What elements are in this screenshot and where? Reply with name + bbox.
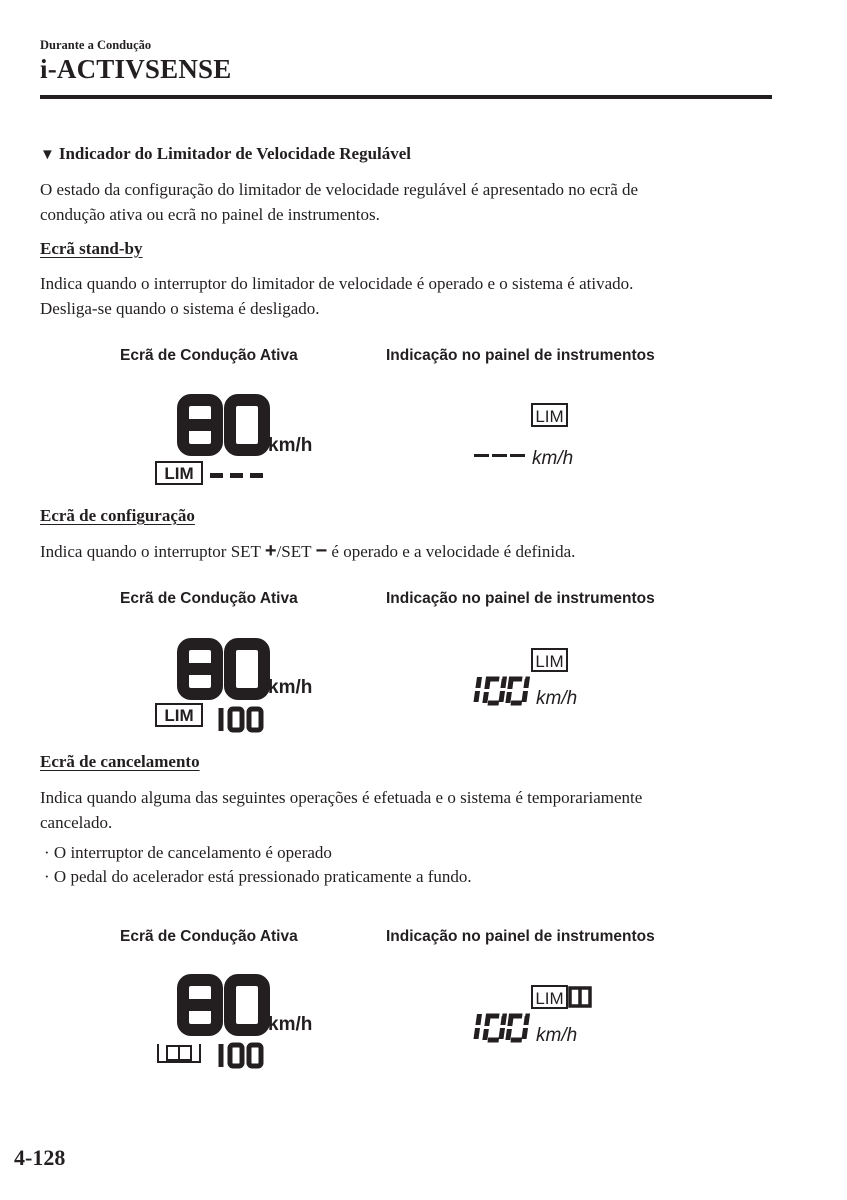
cancel-paragraph: [40, 786, 780, 835]
standby-line: Desliga-se quando o sistema é desligado.: [40, 298, 320, 318]
lim-label: LIM: [535, 652, 564, 671]
intro-paragraph: [40, 178, 780, 227]
minus-symbol: −: [315, 540, 328, 562]
triangle-marker-icon: ▼: [40, 147, 55, 163]
speed-digits-80: [183, 400, 264, 450]
setting-digits-100: [221, 1044, 261, 1067]
config-adc-display: [150, 632, 340, 742]
lim-label: LIM: [164, 464, 194, 483]
intro-line: condução ativa ou ecrã no painel de instrumentos.: [40, 204, 380, 224]
standby-caption-cluster: Indicação no painel de instrumentos: [386, 347, 655, 364]
cancel-adc-display: [150, 968, 340, 1078]
intro-line: O estado da configuração do limitador de velocidade regulável é apresentado no ecrã de: [40, 180, 639, 199]
setting-digits-100: [476, 1014, 528, 1041]
config-text: é operado e a velocidade é definida.: [327, 542, 576, 561]
bullet-item: · O pedal do acelerador está pressionado praticamente a fundo.: [44, 867, 472, 886]
section-title: [40, 144, 411, 164]
config-caption-adc: Ecrã de Condução Ativa: [120, 590, 298, 607]
cancel-cluster-display: [466, 982, 606, 1052]
cancel-caption-adc: Ecrã de Condução Ativa: [120, 928, 298, 945]
lim-label: LIM: [164, 706, 194, 725]
lim-label: LIM: [535, 407, 564, 426]
standby-paragraph: [40, 272, 780, 321]
config-text: /SET: [276, 542, 316, 561]
speed-digits-80: [183, 644, 264, 694]
pause-icon: [570, 988, 590, 1006]
chapter-label: Durante a Condução: [40, 38, 152, 52]
speed-digits-80: [183, 980, 264, 1030]
section-title-text: Indicador do Limitador de Velocidade Regulável: [58, 144, 412, 163]
config-caption-cluster: Indicação no painel de instrumentos: [386, 590, 655, 607]
speed-unit: km/h: [268, 435, 313, 456]
cancel-line: cancelado.: [40, 812, 113, 832]
cancel-heading: Ecrã de cancelamento: [40, 752, 200, 771]
lim-label: LIM: [535, 989, 564, 1008]
plus-symbol: +: [264, 540, 277, 562]
speed-unit: km/h: [532, 448, 574, 469]
setting-digits-100: [221, 708, 261, 731]
speed-unit: km/h: [268, 677, 313, 698]
setting-digits-100: [476, 677, 528, 704]
speed-unit: km/h: [536, 688, 578, 709]
standby-cluster-display: [468, 400, 608, 475]
header-divider: [40, 95, 772, 99]
standby-line: Indica quando o interruptor do limitador de velocidade é operado e o sistema é ativado.: [40, 274, 634, 293]
config-heading: Ecrã de configuração: [40, 506, 195, 525]
setting-dashes: [474, 454, 525, 457]
cancel-lim-icon: [158, 1044, 200, 1062]
bullet-item: · O interruptor de cancelamento é operado: [44, 843, 332, 862]
cancel-line: Indica quando alguma das seguintes operações é efetuada e o sistema é temporariamente: [40, 788, 643, 807]
cancel-caption-cluster: Indicação no painel de instrumentos: [386, 928, 655, 945]
page-title: i-ACTIVSENSE: [40, 54, 232, 84]
standby-caption-adc: Ecrã de Condução Ativa: [120, 347, 298, 364]
config-text: Indica quando o interruptor SET: [40, 542, 265, 561]
speed-unit: km/h: [536, 1025, 578, 1046]
page-number: 4-128: [14, 1145, 66, 1170]
standby-heading: Ecrã stand-by: [40, 239, 143, 258]
setting-dashes: [210, 473, 263, 478]
config-paragraph: [40, 539, 780, 565]
standby-adc-display: [150, 388, 340, 488]
config-cluster-display: [466, 645, 606, 715]
speed-unit: km/h: [268, 1014, 313, 1035]
